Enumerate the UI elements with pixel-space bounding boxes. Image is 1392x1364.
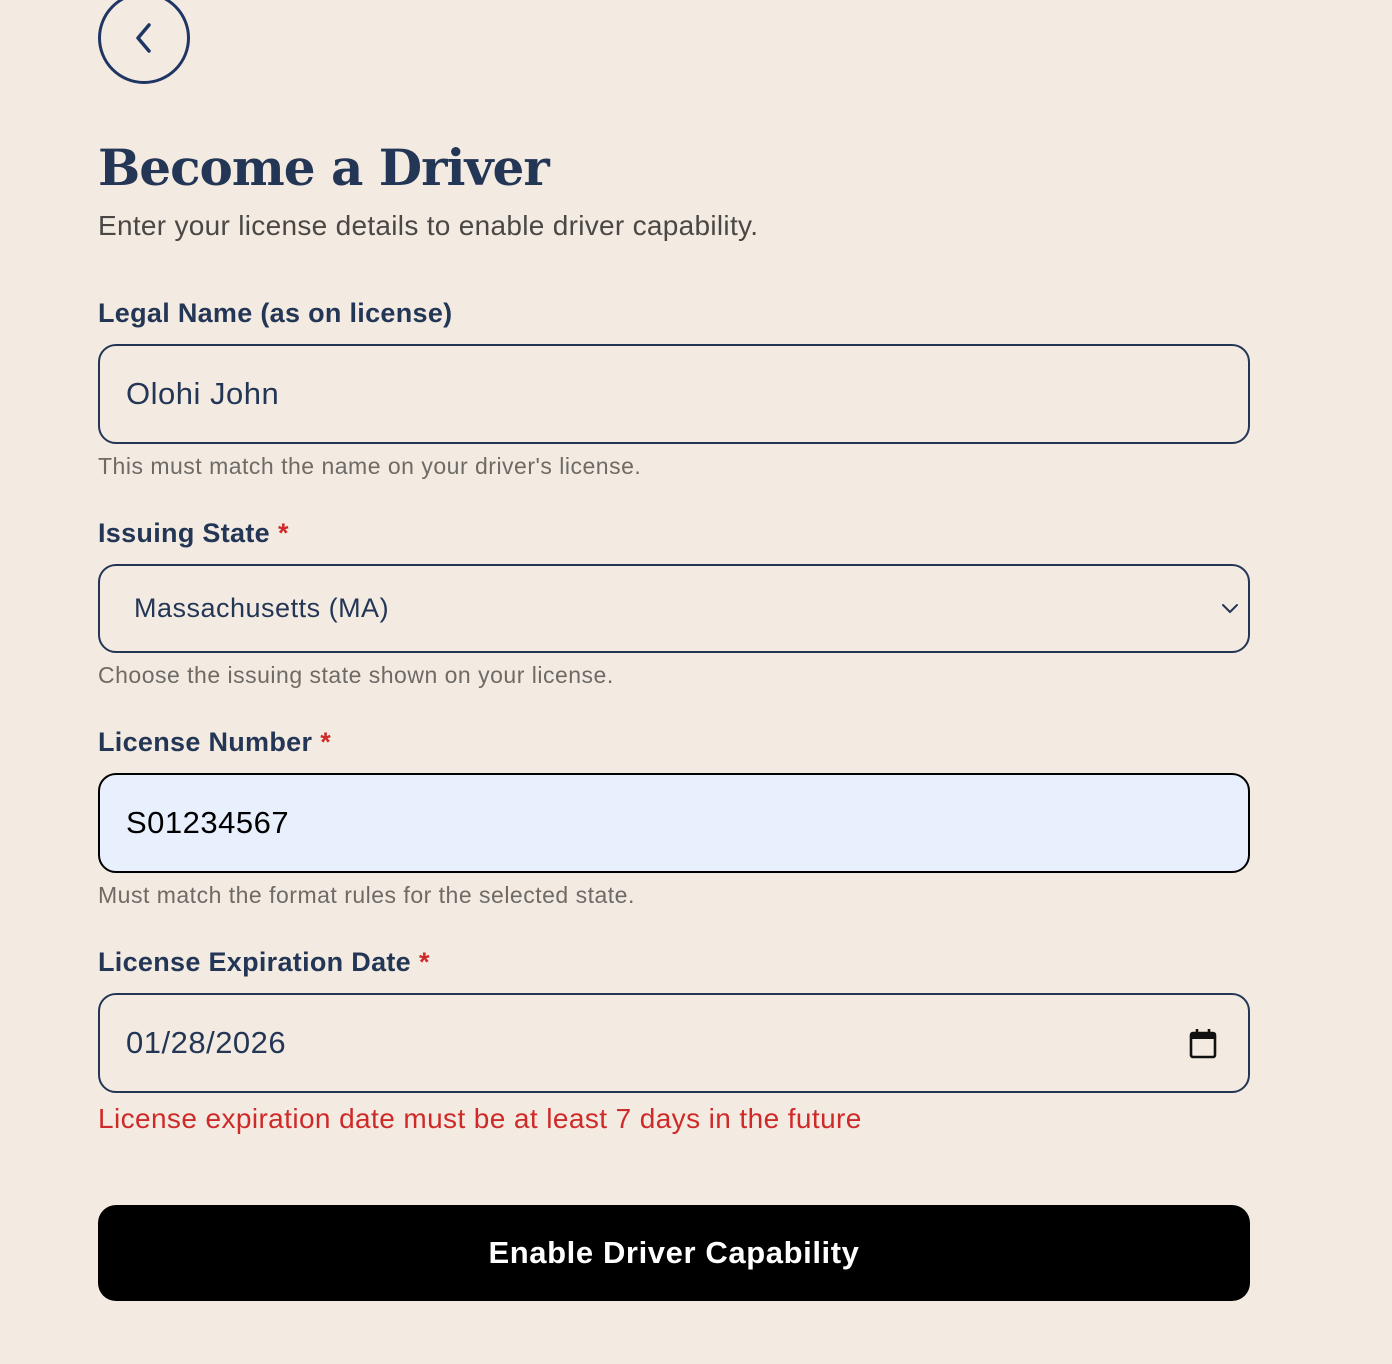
calendar-icon[interactable] — [1188, 1028, 1218, 1065]
expiration-date-error: License expiration date must be at least 7 days in the future — [98, 1103, 862, 1134]
required-asterisk: * — [419, 947, 430, 977]
back-button[interactable] — [98, 0, 190, 84]
expiration-date-label-text: License Expiration Date — [98, 947, 411, 977]
issuing-state-helper: Choose the issuing state shown on your license. — [98, 662, 614, 688]
issuing-state-label — [98, 518, 289, 549]
submit-button-label: Enable Driver Capability — [488, 1235, 860, 1270]
license-number-value: S01234567 — [126, 805, 290, 840]
license-number-helper: Must match the format rules for the selected state. — [98, 882, 635, 908]
legal-name-label — [98, 298, 452, 329]
license-number-input[interactable] — [98, 773, 1250, 873]
chevron-down-icon — [1220, 602, 1240, 621]
page-title: Become a Driver — [98, 138, 549, 197]
legal-name-value: Olohi John — [126, 376, 280, 411]
chevron-left-icon — [133, 21, 155, 55]
enable-driver-capability-button[interactable] — [98, 1205, 1250, 1301]
issuing-state-label-text: Issuing State — [98, 518, 270, 548]
legal-name-input[interactable] — [98, 344, 1250, 444]
required-asterisk: * — [277, 518, 289, 548]
license-number-label-text: License Number — [98, 727, 313, 757]
required-asterisk: * — [320, 727, 332, 757]
issuing-state-select[interactable] — [98, 564, 1250, 653]
page-subtitle: Enter your license details to enable driver capability. — [98, 210, 759, 241]
legal-name-helper: This must match the name on your driver's license. — [98, 453, 642, 479]
expiration-date-label — [98, 947, 430, 978]
issuing-state-selected: Massachusetts (MA) — [134, 593, 390, 623]
legal-name-label-text: Legal Name (as on license) — [98, 298, 453, 328]
expiration-date-value: 01/28/2026 — [126, 1025, 287, 1060]
expiration-date-input[interactable] — [98, 993, 1250, 1093]
license-number-label — [98, 727, 331, 758]
